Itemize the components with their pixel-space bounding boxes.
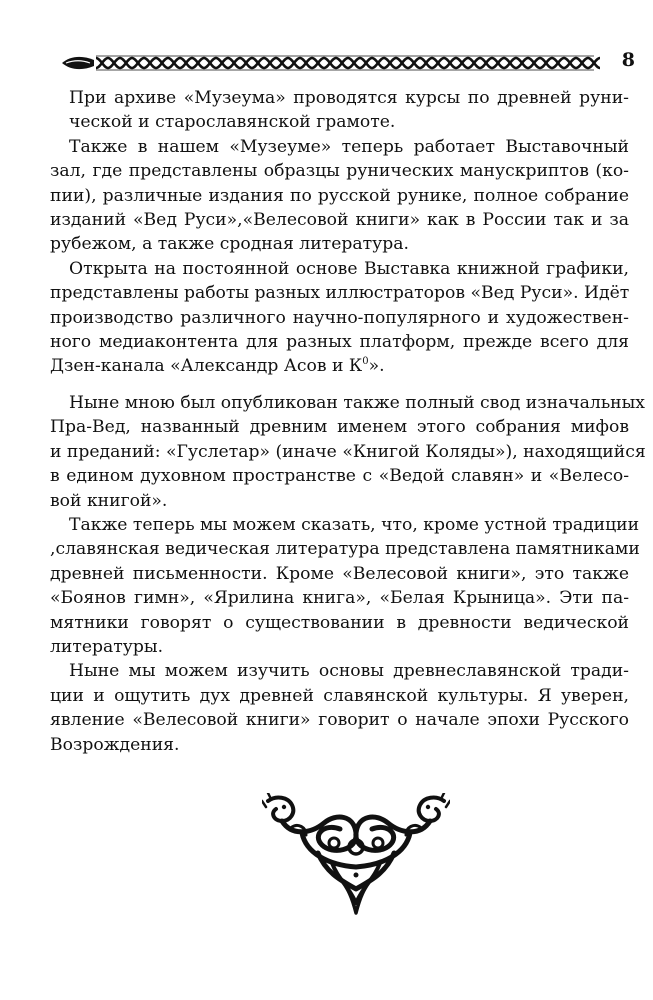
text-line: Открыта на постоянной основе Выставка книжной графики, [69, 258, 629, 279]
text-fragment: ». [368, 356, 385, 377]
page-header [60, 44, 635, 80]
text-line: древней письменности. Кроме «Велесовой книги», это также [50, 563, 629, 584]
text-line: ного медиаконтента для разных платформ, прежде всего для [50, 332, 629, 353]
paragraph-6 [50, 659, 629, 757]
text-line: вой книгой». [50, 490, 168, 511]
text-line: явление «Велесовой книги» говорит о начале эпохи Русского [50, 710, 629, 731]
text-line: При архиве «Музеума» проводятся курсы по древней руни- [69, 88, 629, 108]
text-line: ,славянская ведическая литература представлена памятниками [50, 539, 640, 560]
text-line: ческой и старославянской грамоте. [69, 112, 396, 133]
paragraph-gap [69, 379, 629, 391]
text-line: в едином духовном пространстве с «Ведой славян» и «Велесо- [50, 466, 629, 487]
text-line: зал, где представлены образцы рунических манускриптов (ко- [50, 161, 629, 182]
text-line: и преданий: «Гуслетар» (иначе «Книгой Коляды»), находящийся [50, 441, 646, 462]
text-line: рубежом, а также сродная литература. [50, 234, 409, 255]
text-line: изданий «Вед Руси»,«Велесовой книги» как в России так и за [50, 210, 629, 231]
superscript: 0 [362, 356, 369, 368]
celtic-knot-tailpiece [262, 793, 450, 915]
main-text [50, 86, 646, 757]
page-number: 8 [621, 49, 635, 71]
text-line: мятники говорят о существовании в древности ведической [50, 612, 629, 633]
text-line: Также теперь мы можем сказать, что, кроме устной традиции [69, 514, 640, 535]
text-line: Возрождения. [50, 734, 180, 755]
paragraph-5 [50, 513, 640, 659]
text-line: представлены работы разных иллюстраторов «Вед Руси». Идёт [50, 283, 630, 304]
text-line: Ныне мною был опубликован также полный свод изначальных [69, 392, 645, 413]
paragraph-3 [50, 257, 630, 379]
paragraph-1 [69, 86, 629, 135]
text-fragment: Дзен-канала «Александр Асов и К [50, 356, 363, 377]
braid-band [96, 56, 600, 70]
text-line: производство различного научно-популярного и художествен- [50, 307, 629, 328]
braided-rule-ornament [60, 52, 600, 74]
text-line: Пра-Вед, названный древним именем этого собрания мифов [50, 417, 629, 438]
text-line: ции и ощутить дух древней славянской культуры. Я уверен, [50, 685, 629, 706]
text-line: Также в нашем «Музеуме» теперь работает Выставочный [69, 136, 629, 157]
text-line: литературы. [50, 636, 164, 657]
paragraph-4 [50, 391, 646, 513]
text-line: пии), различные издания по русской рунике, полное собрание [50, 185, 629, 206]
text-line: Ныне мы можем изучить основы древнеславянской тради- [69, 661, 629, 682]
text-line [50, 354, 629, 378]
text-line: «Боянов гимн», «Ярилина книга», «Белая Крыница». Эти па- [50, 588, 629, 609]
paragraph-2 [50, 135, 629, 257]
